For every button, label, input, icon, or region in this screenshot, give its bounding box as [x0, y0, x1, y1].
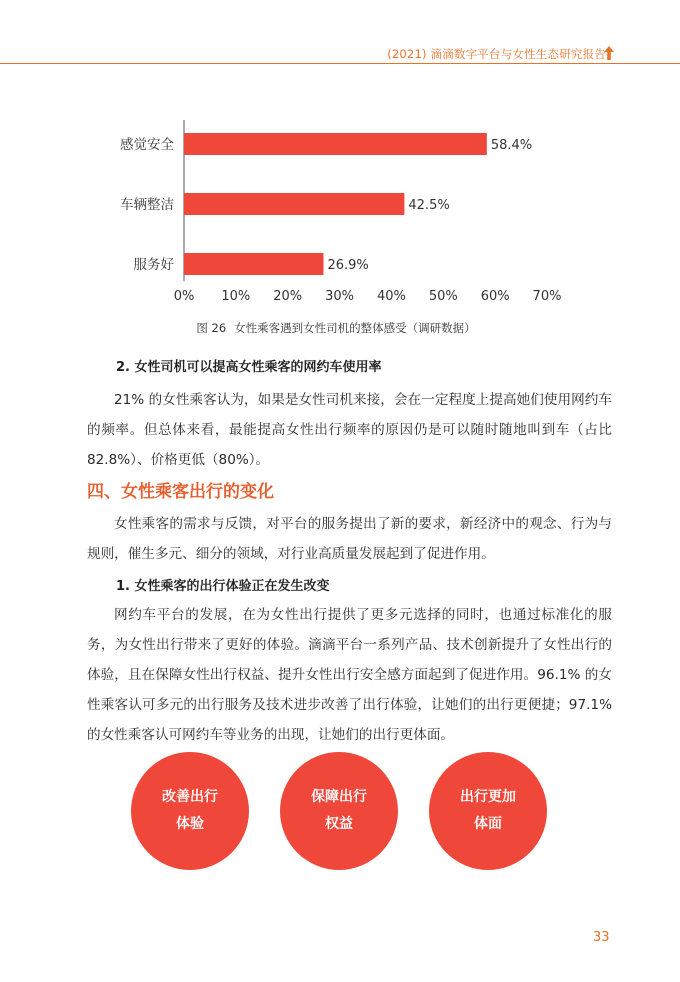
tick-label: 40%	[376, 289, 406, 304]
tick-label: 20%	[273, 289, 303, 304]
header-title: (2021) 滴滴数字平台与女性生态研究报告	[387, 47, 606, 61]
category-label: 车辆整洁	[120, 197, 174, 213]
paragraph-demand: 女性乘客的需求与反馈，对平台的服务提出了新的要求，新经济中的观念、行为与规则，催生多元、细分的领域，对行业高质量发展起到了促进作用。	[87, 516, 612, 562]
page-number: 33	[593, 930, 610, 945]
value-label: 26.9%	[327, 258, 369, 273]
tick-label: 30%	[325, 289, 355, 304]
caption-number: 图 26	[196, 321, 227, 335]
bar-chart	[0, 0, 680, 320]
bar	[184, 193, 404, 215]
circle-line: 改善出行	[162, 789, 218, 805]
value-label: 58.4%	[490, 138, 533, 153]
tick-label: 50%	[428, 289, 458, 304]
tick-label: 70%	[532, 289, 562, 304]
paragraph-experience: 网约车平台的发展，在为女性出行提供了更多元选择的同时，也通过标准化的服务，为女性出行带来了更好的体验。滴滴平台一系列产品、技术创新提升了女性出行的体验，且在保障女性出行权益、提升女性出行安全感方面起到了促进作用。96.1% 的女性乘客认可多元的出行服务及技术进步改善了出行体验，让她们的出行更便捷；97.1% 的女性乘客认可网约车等业务的出现，让她们的出行更体面。	[87, 607, 612, 743]
section-title: 四、女性乘客出行的变化	[87, 482, 274, 502]
circle-improve-experience	[131, 752, 249, 870]
chart-caption	[0, 320, 680, 336]
tick-label: 60%	[480, 289, 510, 304]
bar	[184, 133, 487, 155]
tick-label: 0%	[173, 289, 195, 304]
circle-line: 体验	[176, 816, 204, 832]
circle-protect-rights	[280, 752, 398, 870]
tick-label: 10%	[221, 289, 251, 304]
caption-text: 女性乘客遇到女性司机的整体感受（调研数据）	[234, 321, 476, 335]
paragraph-female-drivers: 21% 的女性乘客认为，如果是女性司机来接，会在一定程度上提高她们使用网约车的频率。但总体来看，最能提高女性出行频率的原因仍是可以随时随地叫到车（占比 82.8%）、价格更低（80%）。	[87, 392, 612, 468]
circle-more-dignified	[429, 752, 547, 870]
circle-line: 保障出行	[311, 789, 367, 805]
bar	[184, 253, 323, 275]
circle-line: 权益	[325, 816, 353, 832]
subhead-female-drivers: 2. 女性司机可以提高女性乘客的网约车使用率	[116, 360, 382, 375]
value-label: 42.5%	[408, 198, 450, 213]
category-label: 感觉安全	[120, 137, 174, 153]
circle-line: 体面	[474, 816, 502, 832]
subhead-experience: 1. 女性乘客的出行体验正在发生改变	[116, 579, 330, 594]
category-label: 服务好	[133, 257, 174, 273]
circle-line: 出行更加	[460, 789, 516, 805]
